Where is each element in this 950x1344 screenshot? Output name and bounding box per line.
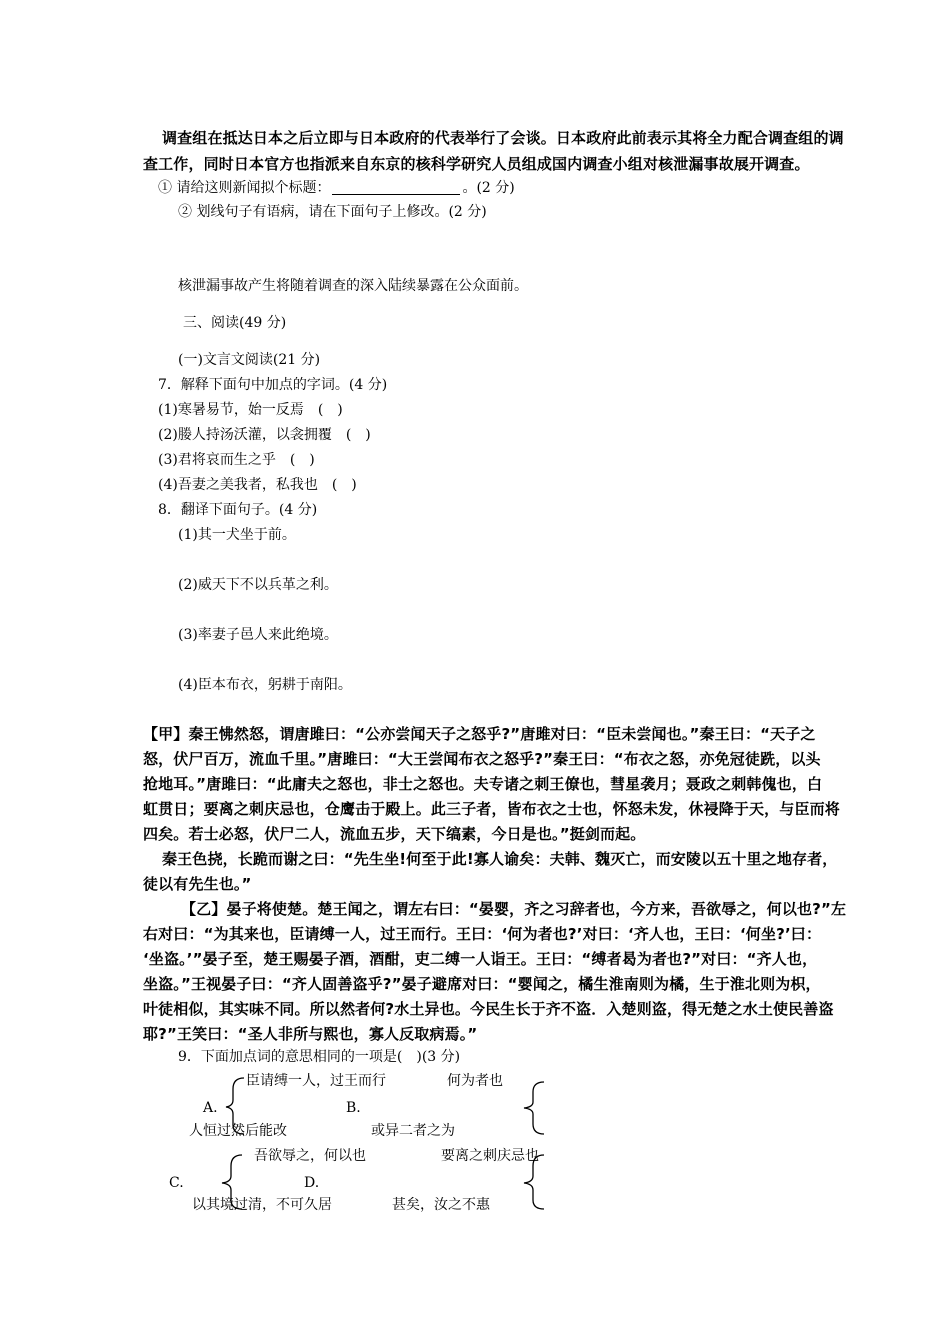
option-b-brace — [516, 1080, 546, 1136]
passage-jia-line: 秦王色挠，长跪而谢之曰：“先生坐!何至于此!寡人谕矣：夫韩、魏灭亡，而安陵以五十里之地存者， — [162, 850, 838, 868]
question-8: 8．翻译下面句子。(4 分) — [158, 502, 318, 518]
question-8-item: (3)率妻子邑人来此绝境。 — [178, 627, 338, 643]
passage-yi-line: 耶?”王笑曰：“圣人非所与熙也，寡人反取病焉。” — [143, 1025, 478, 1043]
question-1 — [158, 180, 515, 195]
option-c-label[interactable]: C. — [169, 1175, 184, 1191]
question-8-item: (2)威天下不以兵革之利。 — [178, 577, 338, 593]
option-a-bottom: 人恒过然后能改 — [189, 1123, 287, 1139]
question-9: 9．下面加点词的意思相同的一项是( )(3 分) — [178, 1049, 461, 1065]
option-c-bottom: 以其境过清，不可久居 — [192, 1197, 332, 1213]
option-b-bottom: 或异二者之为 — [371, 1123, 455, 1139]
question-7-item: (2)媵人持汤沃灌，以衾拥覆 ( ) — [158, 427, 371, 443]
question-7-item: (1)寒暑易节，始一反焉 ( ) — [158, 402, 343, 418]
passage-jia-line: 抢地耳。”唐雎曰：“此庸夫之怒也，非士之怒也。夫专诸之刺王僚也，彗星袭月；聂政之刺韩傀也，白 — [143, 775, 823, 793]
passage-yi-line: 叶徒相似，其实味不同。所以然者何?水土异也。今民生长于齐不盗．入楚则盗，得无楚之水土使民善盗 — [143, 1000, 834, 1018]
answer-blank[interactable] — [332, 180, 460, 195]
passage-jia-line: 虹贯日；要离之刺庆忌也，仓鹰击于殿上。此三子者，皆布衣之士也，怀怒未发，休祲降于天，与臣而将 — [143, 800, 840, 818]
option-d-bottom: 甚矣，汝之不惠 — [392, 1197, 490, 1213]
passage-yi-line: 【乙】晏子将使楚。楚王闻之，谓左右曰：“晏婴，齐之习辞者也，今方来，吾欲辱之，何以也?”左 — [181, 900, 847, 918]
section-heading: 三、阅读(49 分) — [183, 315, 287, 331]
passage-yi-line: 坐盗。”王视晏子曰：“齐人固善盗乎?”晏子避席对曰：“婴闻之，橘生淮南则为橘，生于淮北则为枳， — [143, 975, 821, 993]
passage-jia-line: 怒，伏尸百万，流血千里。”唐雎曰：“大王尝闻布衣之怒乎?”秦王曰：“布衣之怒，亦免冠徒跣，以头 — [143, 750, 821, 768]
question-2-sentence: 核泄漏事故产生将随着调查的深入陆续暴露在公众面前。 — [178, 278, 528, 294]
news-line-1: 调查组在抵达日本之后立即与日本政府的代表举行了会谈。日本政府此前表示其将全力配合调查组的调 — [162, 129, 844, 147]
question-1-prefix: ① 请给这则新闻拟个标题： — [158, 180, 331, 196]
option-b-label[interactable]: B. — [346, 1100, 361, 1116]
passage-jia-line: 四矣。若士必怒，伏尸二人，流血五步，天下缟素，今日是也。”挺剑而起。 — [143, 825, 646, 843]
option-d-top: 要离之刺庆忌也 — [441, 1148, 539, 1164]
question-7-item: (4)吾妻之美我者，私我也 ( ) — [158, 477, 357, 493]
option-a-label[interactable]: A. — [203, 1100, 218, 1116]
passage-yi-line: 右对曰：“为其来也，臣请缚一人，过王而行。王曰：‘何为者也?’对曰：‘齐人也，王曰：‘何坐?’曰： — [143, 925, 822, 943]
passage-jia-line: 徒以有先生也。” — [143, 875, 252, 893]
option-c-top: 吾欲辱之，何以也 — [254, 1148, 366, 1164]
option-d-label[interactable]: D. — [304, 1175, 320, 1191]
passage-yi-line: ‘坐盗。’”晏子至，楚王赐晏子酒，酒酣，吏二缚一人诣王。王曰：“缚者曷为者也?”对曰：“齐人也， — [143, 950, 818, 968]
question-7: 7．解释下面句中加点的字词。(4 分) — [158, 377, 388, 393]
question-8-item: (4)臣本布衣，躬耕于南阳。 — [178, 677, 352, 693]
option-d-brace — [516, 1153, 546, 1211]
question-1-suffix: 。(2 分) — [462, 180, 515, 196]
question-8-item: (1)其一犬坐于前。 — [178, 527, 296, 543]
passage-jia-line: 【甲】秦王怫然怒，谓唐雎曰：“公亦尝闻天子之怒乎?”唐雎对曰：“臣未尝闻也。”秦王曰：“天子之 — [143, 725, 816, 743]
subsection-heading: (一)文言文阅读(21 分) — [178, 352, 321, 368]
question-2: ② 划线句子有语病，请在下面句子上修改。(2 分) — [178, 204, 487, 220]
option-a-top: 臣请缚一人，过王而行 — [246, 1073, 386, 1089]
option-b-top: 何为者也 — [447, 1073, 503, 1089]
question-7-item: (3)君将哀而生之乎 ( ) — [158, 452, 315, 468]
news-line-2: 查工作，同时日本官方也指派来自东京的核科学研究人员组成国内调查小组对核泄漏事故展开调查。 — [143, 155, 810, 173]
